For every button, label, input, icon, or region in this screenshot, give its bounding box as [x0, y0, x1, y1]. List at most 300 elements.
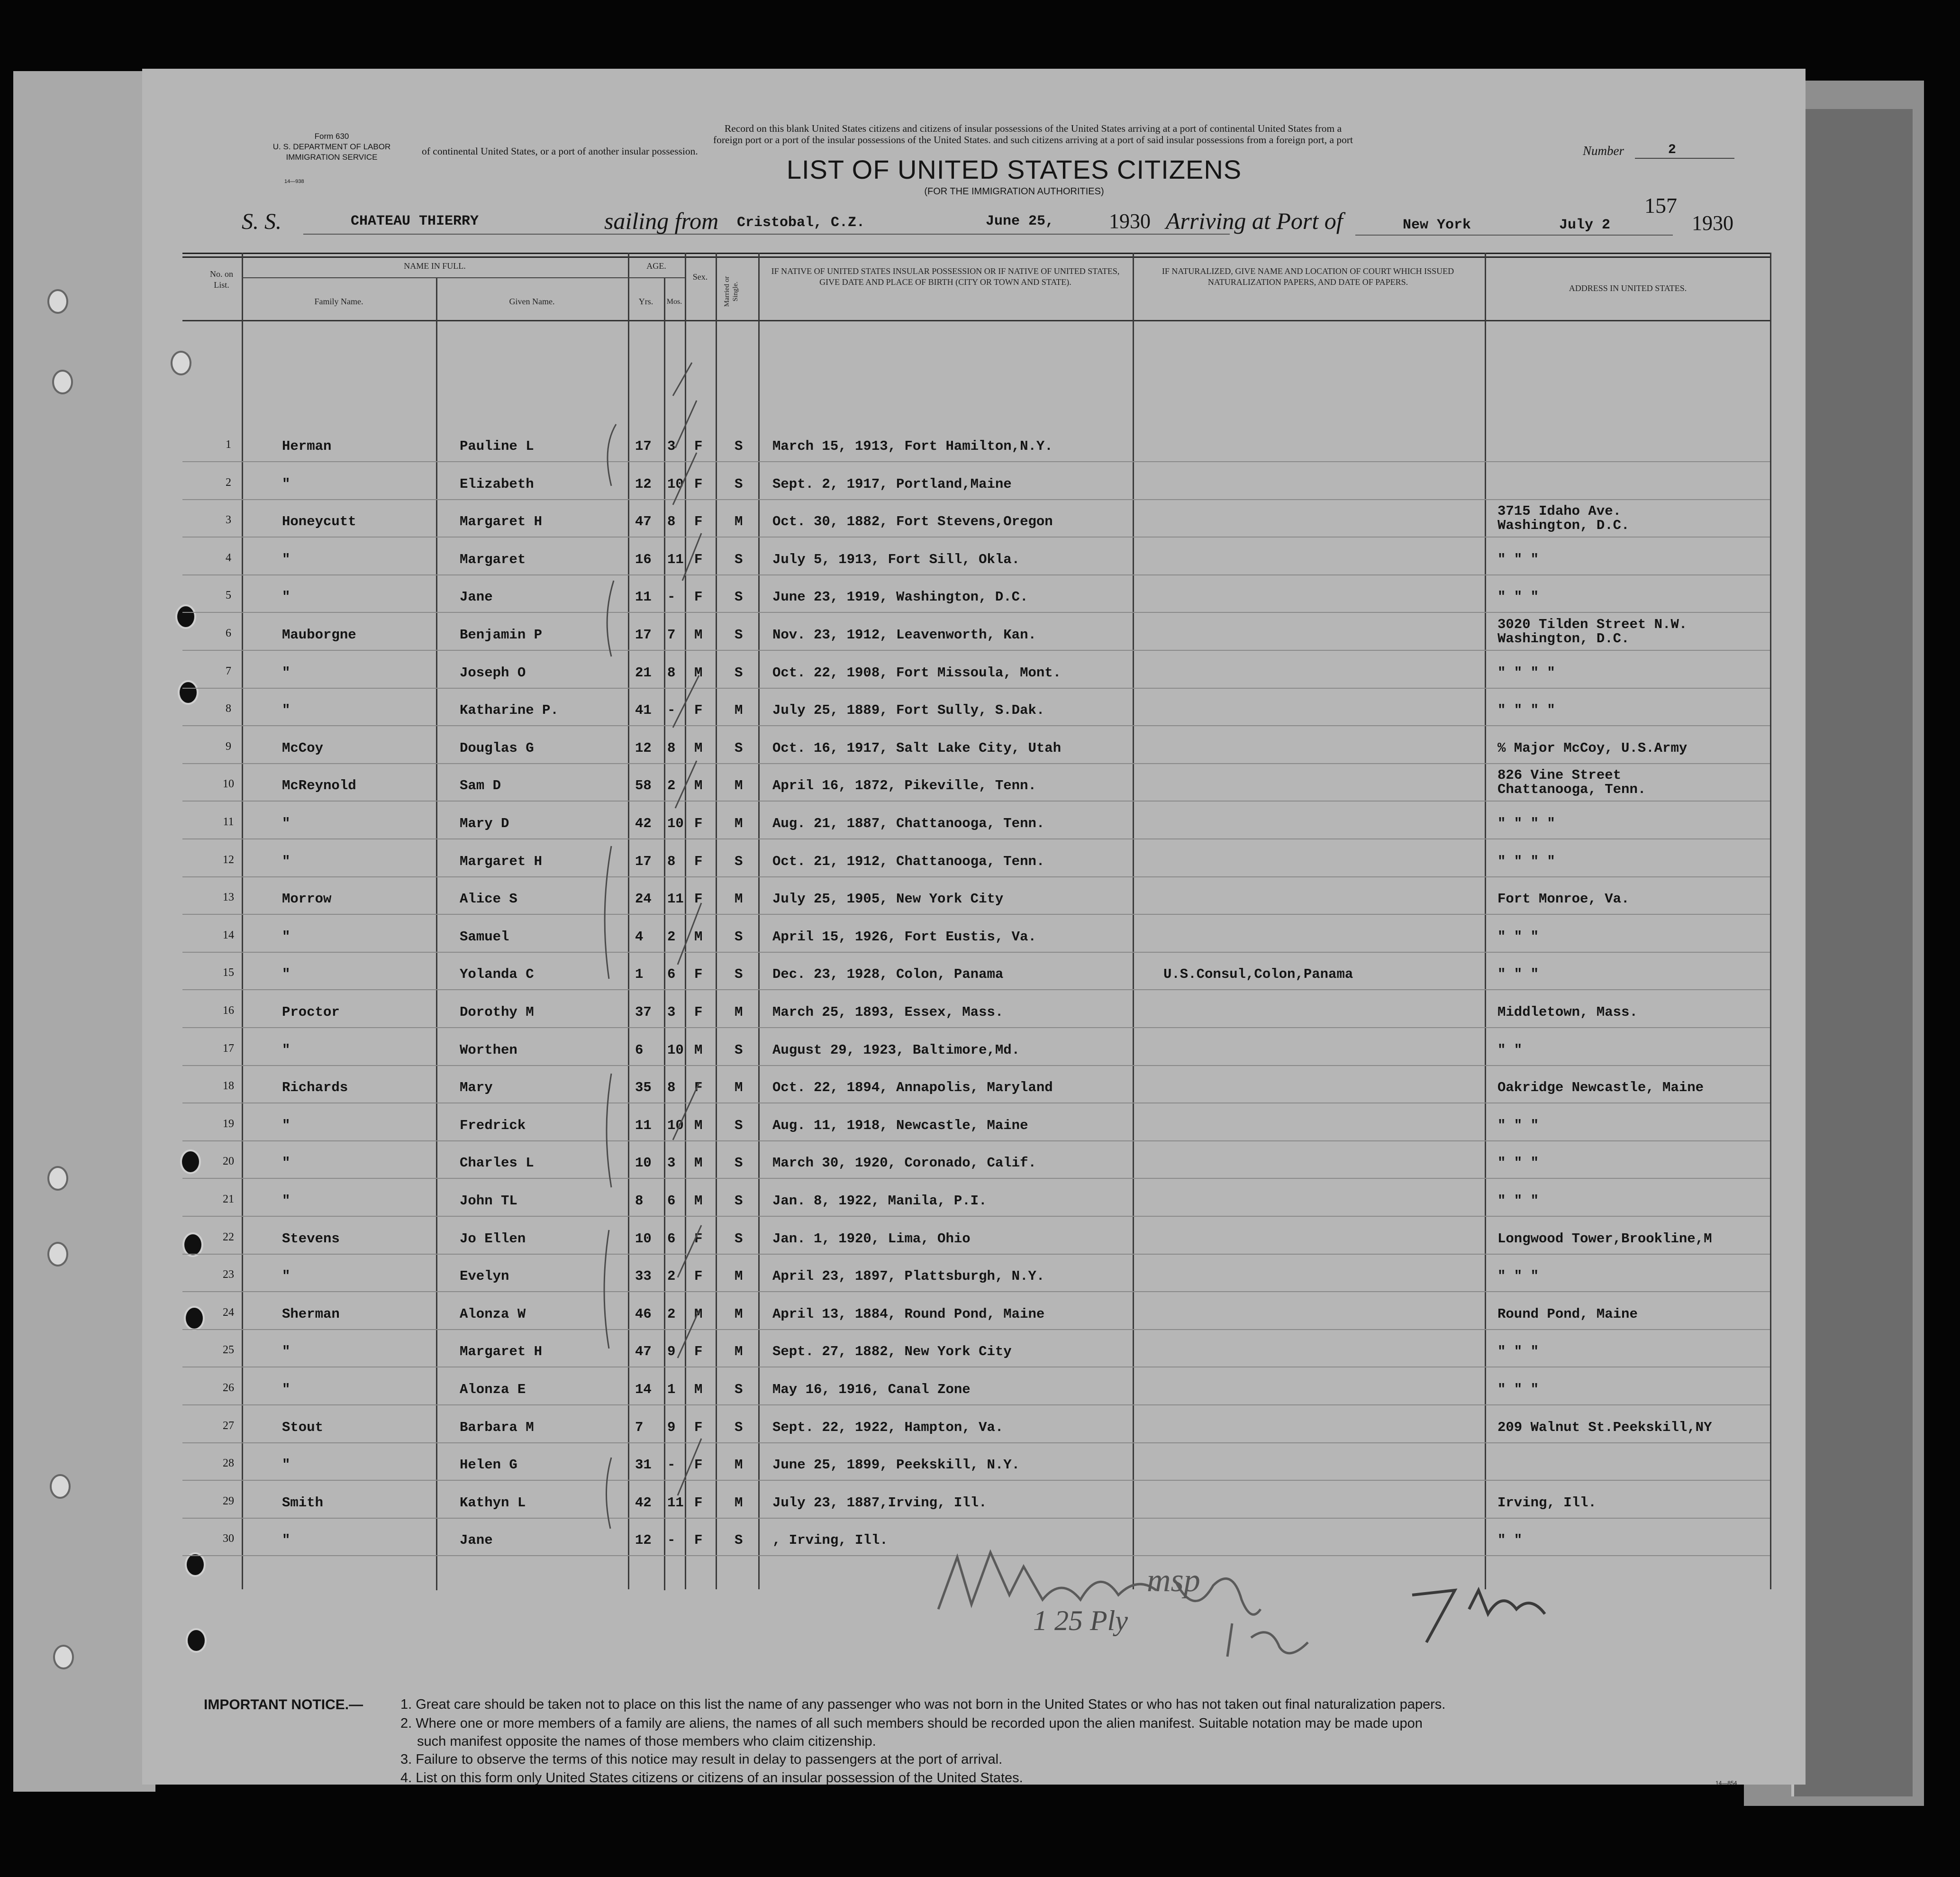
- row-ms: M: [735, 778, 743, 794]
- row-given: Dorothy M: [460, 1004, 534, 1020]
- row-mos: 10: [667, 816, 684, 831]
- row-ms: S: [735, 1382, 743, 1397]
- row-family: ": [282, 816, 290, 831]
- row-given: Douglas G: [460, 740, 534, 756]
- row-rule: [182, 499, 1770, 500]
- row-no: 6: [226, 627, 231, 639]
- row-ms: S: [735, 589, 743, 605]
- form-agency-block: [256, 131, 408, 163]
- row-ms: M: [735, 1306, 743, 1322]
- row-birth: Oct. 22, 1894, Annapolis, Maryland: [772, 1080, 1053, 1096]
- instructions-line-1: Record on this blank United States citizens and citizens of insular possessions of the United States arriving at a port of continental United States from a: [724, 123, 1342, 134]
- binder-hole: [186, 1628, 207, 1653]
- row-no: 3: [226, 514, 231, 527]
- row-addr1: 3715 Idaho Ave.: [1497, 503, 1622, 519]
- row-addr1: Irving, Ill.: [1497, 1494, 1597, 1511]
- row-ms: S: [735, 1532, 743, 1549]
- row-rule: [182, 612, 1770, 613]
- row-mos: 10: [667, 476, 684, 492]
- row-birth: July 25, 1905, New York City: [772, 891, 1004, 907]
- row-ms: S: [735, 1230, 743, 1247]
- row-family: Honeycutt: [282, 514, 356, 530]
- row-ms: M: [735, 816, 743, 831]
- row-sex: F: [694, 891, 703, 907]
- binder-hole: [47, 289, 68, 314]
- manifest-sheet: [142, 69, 1806, 1785]
- row-mos: -: [667, 589, 676, 605]
- row-family: ": [282, 589, 290, 605]
- row-given: Kathyn L: [460, 1494, 526, 1511]
- row-addr1: " " " ": [1497, 702, 1555, 719]
- notice-item-2: 2. Where one or more members of a family are aliens, the names of all such members should be recorded upon the alien manifest. Suitable notation may be made upon: [400, 1716, 1423, 1731]
- row-yrs: 24: [635, 891, 652, 907]
- row-ms: S: [735, 1193, 743, 1209]
- row-given: John TL: [460, 1193, 517, 1209]
- row-yrs: 12: [635, 1532, 652, 1549]
- row-mos: 8: [667, 665, 676, 681]
- row-yrs: 47: [635, 514, 652, 530]
- row-given: Benjamin P: [460, 627, 543, 643]
- row-no: 16: [223, 1004, 234, 1017]
- header-form-code: 14—938: [284, 179, 304, 184]
- row-addr1: " ": [1497, 1532, 1523, 1549]
- year-from: 1930: [1109, 210, 1151, 233]
- row-mos: 2: [667, 1268, 676, 1285]
- row-no: 24: [223, 1306, 234, 1319]
- footer-form-code: 14—854: [1715, 1780, 1737, 1786]
- row-sex: F: [694, 1344, 703, 1360]
- row-mos: 9: [667, 1419, 676, 1435]
- row-family: Stevens: [282, 1230, 340, 1247]
- row-no: 17: [223, 1042, 234, 1055]
- row-mos: 11: [667, 891, 684, 907]
- row-yrs: 11: [635, 589, 652, 605]
- row-birth: July 25, 1889, Fort Sully, S.Dak.: [772, 702, 1045, 719]
- row-yrs: 14: [635, 1382, 652, 1397]
- year-to: 1930: [1692, 211, 1733, 235]
- row-ms: S: [735, 1155, 743, 1171]
- row-rule: [182, 725, 1770, 726]
- row-sex: F: [694, 1268, 703, 1285]
- row-sex: M: [694, 1042, 703, 1058]
- row-sex: M: [694, 1193, 703, 1209]
- row-no: 1: [226, 438, 231, 451]
- row-yrs: 42: [635, 816, 652, 831]
- row-no: 27: [223, 1419, 234, 1432]
- row-addr2: Washington, D.C.: [1497, 518, 1630, 534]
- row-addr1: " " " ": [1497, 853, 1555, 869]
- row-ms: M: [735, 1268, 743, 1285]
- row-birth: July 5, 1913, Fort Sill, Okla.: [772, 551, 1020, 567]
- row-sex: M: [694, 1155, 703, 1171]
- row-given: Sam D: [460, 778, 501, 794]
- row-mos: 11: [667, 1494, 684, 1511]
- row-birth: , Irving, Ill.: [772, 1532, 888, 1549]
- row-no: 10: [223, 778, 234, 791]
- row-birth: Sept. 22, 1922, Hampton, Va.: [772, 1419, 1004, 1435]
- row-sex: M: [694, 1306, 703, 1322]
- header-age: AGE.: [646, 261, 666, 271]
- row-birth: March 25, 1893, Essex, Mass.: [772, 1004, 1004, 1020]
- arriving-label: Arriving at Port of: [1166, 208, 1343, 234]
- row-family: Richards: [282, 1080, 348, 1096]
- row-rule: [182, 838, 1770, 839]
- name-header-rule: [242, 277, 628, 278]
- ship-name: CHATEAU THIERRY: [351, 213, 479, 229]
- row-birth: April 23, 1897, Plattsburgh, N.Y.: [772, 1268, 1045, 1285]
- row-sex: M: [694, 1117, 703, 1133]
- row-given: Evelyn: [460, 1268, 509, 1285]
- row-ms: M: [735, 1004, 743, 1020]
- binder-hole: [175, 604, 196, 629]
- binder-hole: [178, 680, 199, 705]
- row-birth: March 30, 1920, Coronado, Calif.: [772, 1155, 1036, 1171]
- row-rule: [182, 1178, 1770, 1179]
- row-ms: S: [735, 665, 743, 681]
- row-no: 13: [223, 891, 234, 904]
- row-family: ": [282, 1117, 290, 1133]
- header-name-in-full: NAME IN FULL.: [404, 261, 466, 271]
- row-birth: April 15, 1926, Fort Eustis, Va.: [772, 929, 1036, 945]
- row-given: Helen G: [460, 1457, 517, 1473]
- row-rule: [182, 1291, 1770, 1292]
- binder-hole: [184, 1306, 205, 1330]
- row-given: Yolanda C: [460, 966, 534, 983]
- row-given: Jane: [460, 589, 493, 605]
- row-mos: 2: [667, 778, 676, 794]
- row-given: Mary D: [460, 816, 509, 831]
- service-name: IMMIGRATION SERVICE: [286, 153, 378, 162]
- row-given: Jo Ellen: [460, 1230, 526, 1247]
- row-ms: S: [735, 740, 743, 756]
- row-yrs: 11: [635, 1117, 652, 1133]
- row-yrs: 42: [635, 1494, 652, 1511]
- date-to: July 2: [1559, 217, 1611, 233]
- row-given: Fredrick: [460, 1117, 526, 1133]
- row-no: 19: [223, 1117, 234, 1130]
- notice-item-4: 4. List on this form only United States citizens or citizens of an insular possession of the United States.: [400, 1770, 1023, 1786]
- instructions-line-3: of continental United States, or a port of another insular possession.: [422, 146, 698, 157]
- row-addr1: " " ": [1497, 551, 1539, 567]
- row-given: Elizabeth: [460, 476, 534, 492]
- binder-hole: [50, 1474, 71, 1499]
- row-family: Proctor: [282, 1004, 340, 1020]
- row-no: 29: [223, 1494, 234, 1507]
- col-divider: [758, 253, 760, 1589]
- row-sex: F: [694, 1532, 703, 1549]
- row-addr1: 826 Vine Street: [1497, 767, 1622, 784]
- row-birth: July 23, 1887,Irving, Ill.: [772, 1494, 987, 1511]
- row-rule: [182, 801, 1770, 802]
- row-ms: S: [735, 929, 743, 945]
- row-yrs: 12: [635, 476, 652, 492]
- row-given: Alice S: [460, 891, 517, 907]
- number-value: 2: [1668, 143, 1676, 157]
- row-addr1: Middletown, Mass.: [1497, 1004, 1638, 1020]
- notice-label: IMPORTANT NOTICE.—: [204, 1697, 363, 1713]
- row-no: 20: [223, 1155, 234, 1168]
- row-yrs: 58: [635, 778, 652, 794]
- row-ms: S: [735, 966, 743, 983]
- row-birth: Dec. 23, 1928, Colon, Panama: [772, 966, 1004, 983]
- initials-text: msp: [1147, 1562, 1200, 1599]
- ss-label: S. S.: [242, 209, 281, 234]
- row-sex: M: [694, 1382, 703, 1397]
- row-family: ": [282, 1155, 290, 1171]
- header-married-single: Married or Single.: [723, 276, 739, 307]
- tally-pencil-marks: [654, 334, 730, 1548]
- row-mos: 6: [667, 966, 676, 983]
- row-family: ": [282, 551, 290, 567]
- row-addr2: Chattanooga, Tenn.: [1497, 782, 1646, 798]
- row-given: Pauline L: [460, 438, 534, 454]
- row-yrs: 7: [635, 1419, 644, 1435]
- row-family: Stout: [282, 1419, 324, 1435]
- row-rule: [182, 989, 1770, 990]
- row-mos: 10: [667, 1117, 684, 1133]
- row-rule: [182, 914, 1770, 915]
- row-mos: -: [667, 1532, 676, 1549]
- header-no-on-list: No. on List.: [210, 269, 233, 290]
- row-ms: M: [735, 891, 743, 907]
- row-mos: -: [667, 702, 676, 719]
- row-birth: March 15, 1913, Fort Hamilton,N.Y.: [772, 438, 1053, 454]
- row-mos: 3: [667, 1004, 676, 1020]
- row-addr1: " " ": [1497, 1344, 1539, 1360]
- row-yrs: 6: [635, 1042, 644, 1058]
- row-given: Margaret H: [460, 853, 543, 869]
- row-no: 5: [226, 589, 231, 602]
- row-family: ": [282, 1532, 290, 1549]
- row-family: McCoy: [282, 740, 324, 756]
- row-given: Margaret H: [460, 1344, 543, 1360]
- row-yrs: 47: [635, 1344, 652, 1360]
- row-birth: Oct. 22, 1908, Fort Missoula, Mont.: [772, 665, 1062, 681]
- row-mos: 8: [667, 514, 676, 530]
- header-family-name: Family Name.: [314, 297, 363, 306]
- row-rule: [182, 1254, 1770, 1255]
- row-birth: Oct. 21, 1912, Chattanooga, Tenn.: [772, 853, 1045, 869]
- header-bottom-rule: [182, 320, 1770, 321]
- row-birth: Oct. 16, 1917, Salt Lake City, Utah: [772, 740, 1062, 756]
- row-birth: Aug. 21, 1887, Chattanooga, Tenn.: [772, 816, 1045, 831]
- port-to: New York: [1403, 217, 1471, 233]
- row-given: Margaret H: [460, 514, 543, 530]
- row-sex: M: [694, 665, 703, 681]
- department-name: U. S. DEPARTMENT OF LABOR: [272, 142, 391, 151]
- row-rule: [182, 1518, 1770, 1519]
- row-birth: June 25, 1899, Peekskill, N.Y.: [772, 1457, 1020, 1473]
- row-no: 14: [223, 929, 234, 941]
- row-ms: S: [735, 551, 743, 567]
- header-address: ADDRESS IN UNITED STATES.: [1569, 283, 1687, 293]
- row-yrs: 16: [635, 551, 652, 567]
- row-birth: Jan. 1, 1920, Lima, Ohio: [772, 1230, 971, 1247]
- row-addr1: " " ": [1497, 929, 1539, 945]
- row-family: Herman: [282, 438, 332, 454]
- binder-hole: [171, 351, 191, 375]
- row-rule: [182, 1140, 1770, 1141]
- form-number: Form 630: [314, 132, 349, 141]
- row-ms: M: [735, 702, 743, 719]
- row-rule: [182, 1442, 1770, 1443]
- row-no: 28: [223, 1457, 234, 1470]
- col-divider: [1133, 253, 1134, 1589]
- age-header-rule: [628, 277, 685, 278]
- row-family: ": [282, 853, 290, 869]
- table-top-rule: [182, 253, 1770, 254]
- row-rule: [182, 952, 1770, 953]
- row-yrs: 31: [635, 1457, 652, 1473]
- row-addr1: " " " ": [1497, 665, 1555, 681]
- row-yrs: 46: [635, 1306, 652, 1322]
- row-mos: 2: [667, 929, 676, 945]
- row-nat: U.S.Consul,Colon,Panama: [1163, 966, 1353, 983]
- row-family: ": [282, 702, 290, 719]
- row-ms: S: [735, 1042, 743, 1058]
- number-underline: [1635, 158, 1734, 159]
- row-rule: [182, 650, 1770, 651]
- row-family: McReynold: [282, 778, 356, 794]
- row-birth: Aug. 11, 1918, Newcastle, Maine: [772, 1117, 1028, 1133]
- row-no: 7: [226, 665, 231, 677]
- row-family: Smith: [282, 1494, 324, 1511]
- sailing-label: sailing from: [604, 208, 719, 234]
- row-mos: 8: [667, 853, 676, 869]
- row-sex: F: [694, 702, 703, 719]
- row-rule: [182, 1065, 1770, 1066]
- row-family: Sherman: [282, 1306, 340, 1322]
- row-sex: F: [694, 1230, 703, 1247]
- row-mos: 10: [667, 1042, 684, 1058]
- row-sex: F: [694, 476, 703, 492]
- row-birth: June 23, 1919, Washington, D.C.: [772, 589, 1028, 605]
- row-no: 21: [223, 1193, 234, 1205]
- row-rule: [182, 1404, 1770, 1405]
- col-divider: [1770, 253, 1771, 1589]
- row-given: Mary: [460, 1080, 493, 1096]
- row-ms: S: [735, 1117, 743, 1133]
- row-sex: F: [694, 514, 703, 530]
- row-no: 18: [223, 1080, 234, 1093]
- page-number: 157: [1644, 193, 1677, 218]
- header-given-name: Given Name.: [509, 297, 555, 306]
- row-yrs: 10: [635, 1230, 652, 1247]
- row-family: Morrow: [282, 891, 332, 907]
- row-ms: S: [735, 438, 743, 454]
- row-mos: 3: [667, 438, 676, 454]
- header-birth: IF NATIVE OF UNITED STATES INSULAR POSSESSION OR IF NATIVE OF UNITED STATES, GIVE DATE AND PLACE OF BIRTH (CITY OR TOWN AND STATE).: [771, 266, 1120, 287]
- row-rule: [182, 537, 1770, 538]
- binder-hole: [52, 370, 73, 394]
- row-given: Alonza E: [460, 1382, 526, 1397]
- row-rule: [182, 1216, 1770, 1217]
- row-family: ": [282, 1344, 290, 1360]
- row-addr1: " " ": [1497, 589, 1539, 605]
- row-addr1: " " ": [1497, 966, 1539, 983]
- row-no: 8: [226, 702, 231, 715]
- row-ms: M: [735, 1494, 743, 1511]
- binder-hole: [47, 1242, 68, 1267]
- row-sex: F: [694, 1457, 703, 1473]
- row-sex: F: [694, 438, 703, 454]
- binder-hole: [47, 1166, 68, 1191]
- row-rule: [182, 1027, 1770, 1028]
- row-mos: 6: [667, 1230, 676, 1247]
- row-mos: -: [667, 1457, 676, 1473]
- header-naturalized: IF NATURALIZED, GIVE NAME AND LOCATION OF COURT WHICH ISSUED NATURALIZATION PAPERS, AND DATE OF PAPERS.: [1161, 266, 1454, 287]
- row-no: 4: [226, 551, 231, 564]
- bracket-pencil-marks: [597, 353, 626, 1548]
- header-sex: Sex.: [692, 272, 708, 282]
- row-mos: 1: [667, 1382, 676, 1397]
- row-family: ": [282, 1382, 290, 1397]
- row-addr1: 209 Walnut St.Peekskill,NY: [1497, 1419, 1712, 1435]
- row-family: ": [282, 966, 290, 983]
- notice-item-1: 1. Great care should be taken not to place on this list the name of any passenger who was not born in the United States or who has not taken out final naturalization papers.: [400, 1697, 1446, 1712]
- row-addr1: Fort Monroe, Va.: [1497, 891, 1630, 907]
- row-family: Mauborgne: [282, 627, 356, 643]
- row-no: 9: [226, 740, 231, 753]
- row-family: ": [282, 929, 290, 945]
- row-no: 22: [223, 1230, 234, 1243]
- row-no: 11: [223, 816, 234, 828]
- row-birth: Sept. 2, 1917, Portland,Maine: [772, 476, 1012, 492]
- row-no: 23: [223, 1268, 234, 1281]
- row-yrs: 17: [635, 853, 652, 869]
- row-addr1: " " ": [1497, 1193, 1539, 1209]
- form-subtitle: (FOR THE IMMIGRATION AUTHORITIES): [924, 186, 1104, 197]
- row-sex: F: [694, 1419, 703, 1435]
- row-yrs: 37: [635, 1004, 652, 1020]
- form-title: LIST OF UNITED STATES CITIZENS: [786, 155, 1242, 184]
- col-divider: [242, 253, 243, 1589]
- row-no: 25: [223, 1344, 234, 1357]
- row-rule: [182, 1329, 1770, 1330]
- row-no: 2: [226, 476, 231, 489]
- row-yrs: 17: [635, 627, 652, 643]
- row-sex: M: [694, 627, 703, 643]
- row-sex: F: [694, 589, 703, 605]
- row-addr1: Longwood Tower,Brookline,M: [1497, 1230, 1712, 1247]
- row-given: Katharine P.: [460, 702, 559, 719]
- row-birth: Oct. 30, 1882, Fort Stevens,Oregon: [772, 514, 1053, 530]
- row-mos: 11: [667, 551, 684, 567]
- row-mos: 9: [667, 1344, 676, 1360]
- row-no: 12: [223, 853, 234, 866]
- row-family: ": [282, 665, 290, 681]
- row-given: Jane: [460, 1532, 493, 1549]
- row-ms: S: [735, 1419, 743, 1435]
- row-given: Samuel: [460, 929, 509, 945]
- row-ms: M: [735, 1080, 743, 1096]
- table-top-rule-2: [182, 256, 1770, 258]
- row-given: Worthen: [460, 1042, 517, 1058]
- row-yrs: 35: [635, 1080, 652, 1096]
- row-no: 26: [223, 1382, 234, 1394]
- underlying-page-left: [13, 71, 155, 1792]
- header-mos: Mos.: [666, 298, 682, 306]
- notice-item-2-cont: such manifest opposite the names of those members who claim citizenship.: [417, 1734, 876, 1749]
- row-addr1: " " ": [1497, 1155, 1539, 1171]
- row-birth: Nov. 23, 1912, Leavenworth, Kan.: [772, 627, 1036, 643]
- col-divider: [436, 277, 437, 1590]
- underlying-page-edge: [1791, 109, 1913, 1796]
- row-birth: Jan. 8, 1922, Manila, P.I.: [772, 1193, 987, 1209]
- row-addr1: " " ": [1497, 1268, 1539, 1285]
- signature-handwriting: [919, 1538, 1583, 1695]
- page-note-text: 1 25 Ply: [1033, 1605, 1128, 1636]
